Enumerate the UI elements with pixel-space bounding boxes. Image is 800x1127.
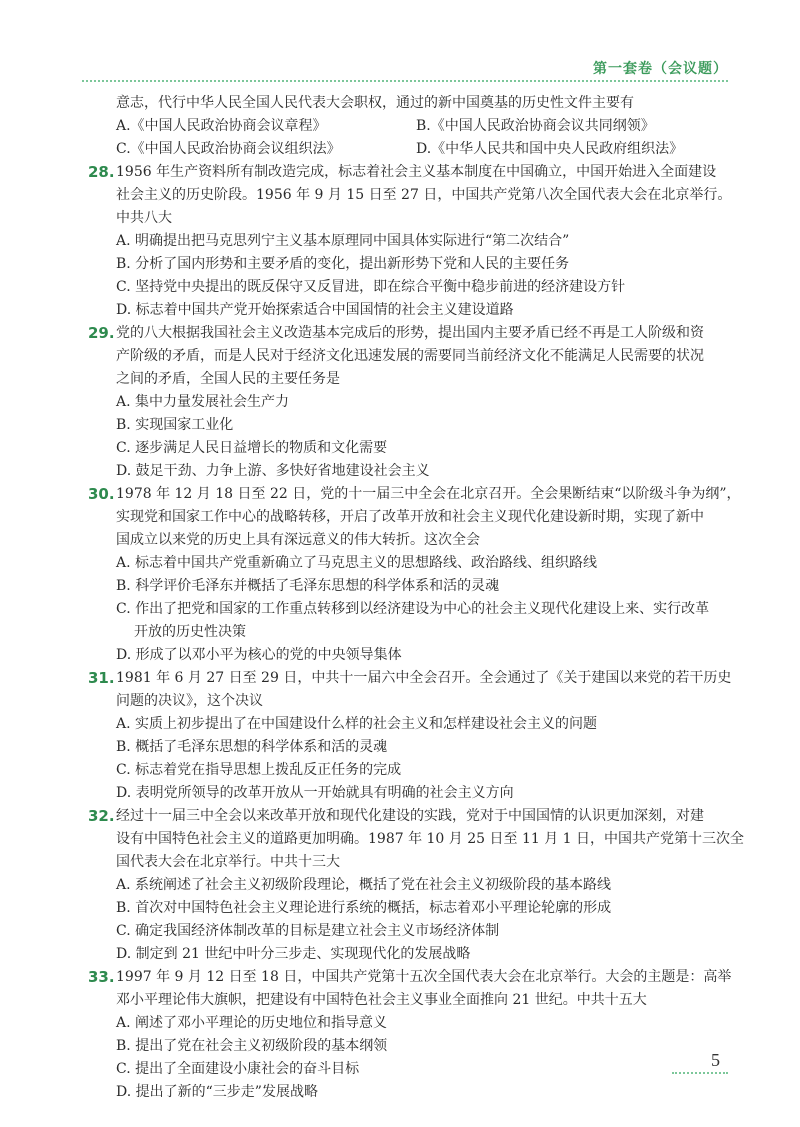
question-block xyxy=(88,161,733,322)
option-row xyxy=(88,138,733,161)
option-row xyxy=(88,115,733,138)
previous-question-continuation xyxy=(88,92,733,161)
question-block xyxy=(88,483,741,667)
answer-option: A. 集中力量发展社会生产力 xyxy=(116,394,290,410)
answer-option: D. 提出了新的“三步走”发展战略 xyxy=(116,1084,318,1100)
question-number: 30. xyxy=(88,485,115,503)
answer-option: A. 明确提出把马克思列宁主义基本原理同中国具体实际进行“第二次结合” xyxy=(116,233,570,249)
question-text-line: 党的八大根据我国社会主义改造基本完成后的形势，提出国内主要矛盾已经不再是工人阶级和资 xyxy=(116,325,704,341)
answer-option: C. 标志着党在指导思想上拨乱反正任务的完成 xyxy=(116,762,402,778)
question-text-line: 实现党和国家工作中心的战略转移，开启了改革开放和社会主义现代化建设新时期，实现了新中 xyxy=(116,509,704,525)
question-block xyxy=(88,805,745,966)
option-d: D.《中华人民共和国中央人民政府组织法》 xyxy=(416,141,684,157)
answer-option: B. 分析了国内形势和主要矛盾的变化，提出新形势下党和人民的主要任务 xyxy=(116,256,570,272)
question-text-line: 国成立以来党的历史上具有深远意义的伟大转折。这次全会 xyxy=(116,532,480,548)
answer-option: D. 形成了以邓小平为核心的党的中央领导集体 xyxy=(116,647,402,663)
answer-option: A. 实质上初步提出了在中国建设什么样的社会主义和怎样建设社会主义的问题 xyxy=(116,716,598,732)
option-b: B.《中国人民政治协商会议共同纲领》 xyxy=(416,118,655,134)
question-block xyxy=(88,322,733,483)
question-content xyxy=(88,92,745,1104)
question-number: 33. xyxy=(88,968,115,986)
question-number: 32. xyxy=(88,807,115,825)
question-text-line: 1997 年 9 月 12 日至 18 日，中国共产党第十五次全国代表大会在北京举行。大会的主题是：高举 xyxy=(116,969,732,985)
answer-option: D. 标志着中国共产党开始探索适合中国国情的社会主义建设道路 xyxy=(116,302,514,318)
question-text-line: 国代表大会在北京举行。中共十三大 xyxy=(116,854,340,870)
section-title: 第一套卷（会议题） xyxy=(593,61,728,77)
question-text-line: 社会主义的历史阶段。1956 年 9 月 15 日至 27 日，中国共产党第八次全国代表大会在北京举行。 xyxy=(116,187,732,203)
question-text-line: 设有中国特色社会主义的道路更加明确。1987 年 10 月 25 日至 11 月 1 日，中国共产党第十三次全 xyxy=(116,831,745,847)
footer-divider xyxy=(672,1072,728,1074)
answer-option-continuation: 开放的历史性决策 xyxy=(134,624,246,640)
answer-option: B. 实现国家工业化 xyxy=(116,417,234,433)
answer-option: D. 鼓足干劲、力争上游、多快好省地建设社会主义 xyxy=(116,463,430,479)
header-divider xyxy=(82,80,728,82)
answer-option: C. 作出了把党和国家的工作重点转移到以经济建设为中心的社会主义现代化建设上来、实行改革 xyxy=(116,601,710,617)
question-number: 29. xyxy=(88,324,115,342)
answer-option: B. 科学评价毛泽东并概括了毛泽东思想的科学体系和活的灵魂 xyxy=(116,578,500,594)
answer-option: C. 坚持党中央提出的既反保守又反冒进，即在综合平衡中稳步前进的经济建设方针 xyxy=(116,279,626,295)
question-text-line: 产阶级的矛盾，而是人民对于经济文化迅速发展的需要同当前经济文化不能满足人民需要的状况 xyxy=(116,348,704,364)
question-text-line: 之间的矛盾，全国人民的主要任务是 xyxy=(116,371,340,387)
answer-option: D. 制定到 21 世纪中叶分三步走、实现现代化的发展战略 xyxy=(116,946,471,962)
question-text-line: 经过十一届三中全会以来改革开放和现代化建设的实践，党对于中国国情的认识更加深刻，对建 xyxy=(116,808,704,824)
question-number: 28. xyxy=(88,163,115,181)
answer-option: B. 首次对中国特色社会主义理论进行系统的概括，标志着邓小平理论轮廓的形成 xyxy=(116,900,612,916)
answer-option: A. 系统阐述了社会主义初级阶段理论，概括了党在社会主义初级阶段的基本路线 xyxy=(116,877,612,893)
answer-option: C. 逐步满足人民日益增长的物质和文化需要 xyxy=(116,440,388,456)
answer-option: A. 阐述了邓小平理论的历史地位和指导意义 xyxy=(116,1015,388,1031)
question-block xyxy=(88,966,733,1104)
question-list xyxy=(88,161,745,1104)
page-header xyxy=(0,0,800,82)
option-c: C.《中国人民政治协商会议组织法》 xyxy=(116,141,341,157)
answer-option: B. 概括了毛泽东思想的科学体系和活的灵魂 xyxy=(116,739,388,755)
question-text-line: 中共八大 xyxy=(116,210,172,226)
answer-option: A. 标志着中国共产党重新确立了马克思主义的思想路线、政治路线、组织路线 xyxy=(116,555,598,571)
question-text-line: 问题的决议》，这个决议 xyxy=(116,693,263,709)
answer-option: D. 表明党所领导的改革开放从一开始就具有明确的社会主义方向 xyxy=(116,785,514,801)
question-text-line: 1981 年 6 月 27 日至 29 日，中共十一届六中全会召开。全会通过了《关于建国以来党的若干历史 xyxy=(116,670,732,686)
page-number: 5 xyxy=(711,1050,720,1070)
question-text-line: 意志，代行中华人民全国人民代表大会职权，通过的新中国奠基的历史性文件主要有 xyxy=(116,95,634,111)
question-number: 31. xyxy=(88,669,115,687)
question-text-line: 邓小平理论伟大旗帜，把建设有中国特色社会主义事业全面推向 21 世纪。中共十五大 xyxy=(116,992,647,1008)
answer-option: B. 提出了党在社会主义初级阶段的基本纲领 xyxy=(116,1038,388,1054)
question-text-line: 1956 年生产资料所有制改造完成，标志着社会主义基本制度在中国确立，中国开始进入全面建设 xyxy=(116,164,717,180)
question-block xyxy=(88,667,733,805)
answer-option: C. 确定我国经济体制改革的目标是建立社会主义市场经济体制 xyxy=(116,923,500,939)
option-a: A.《中国人民政治协商会议章程》 xyxy=(116,118,327,134)
question-text-line: 1978 年 12 月 18 日至 22 日，党的十一届三中全会在北京召开。全会果断结束“以阶级斗争为纲”， xyxy=(116,486,741,502)
answer-option: C. 提出了全面建设小康社会的奋斗目标 xyxy=(116,1061,360,1077)
